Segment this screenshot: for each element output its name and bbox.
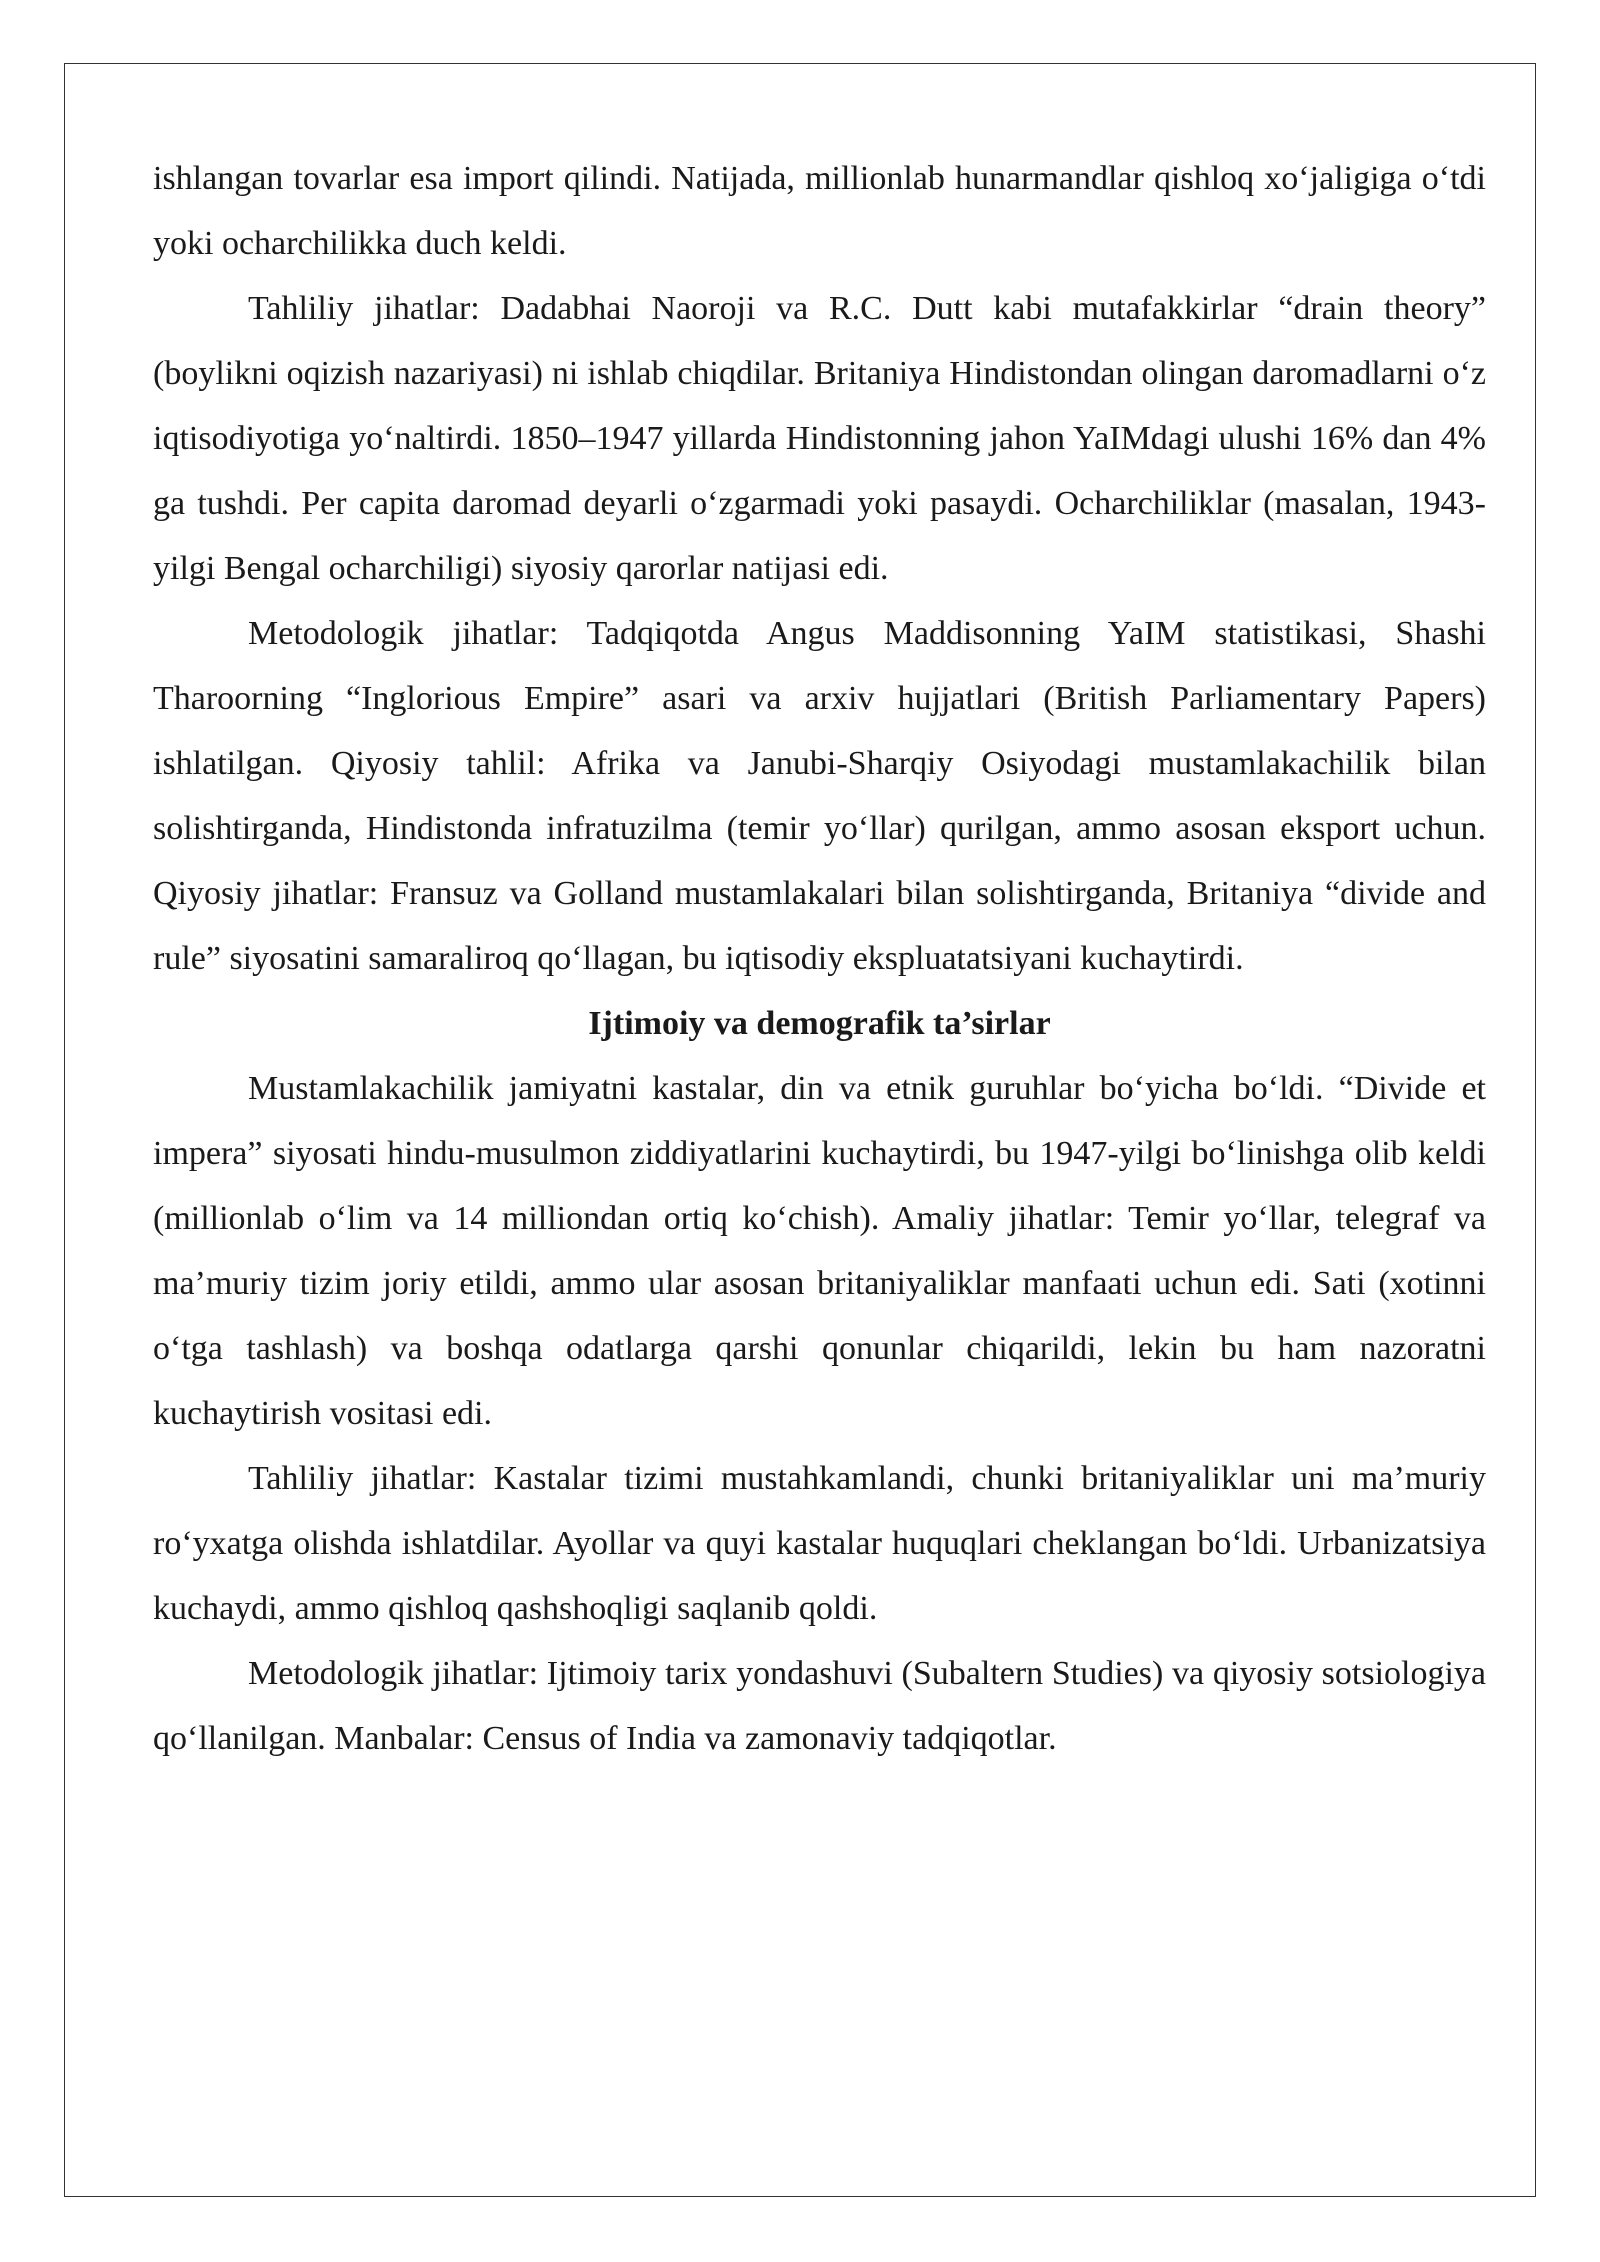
paragraph-methodological-aspects: Metodologik jihatlar: Tadqiqotda Angus Maddisonning YaIM statistikasi, Shashi Tharoorning “Inglorious Empire” asari va arxiv hujjatlari (British Parliamentary Papers) ishlatilgan. Qiyosiy tahlil: Afrika va Janubi-Sharqiy Osiyodagi mustamlakachilik bilan solishtirganda, Hindistonda infratuzilma (temir yo‘llar) qurilgan, ammo asosan eksport uchun. Qiyosiy jihatlar: Fransuz va Golland mustamlakalari bilan solishtirganda, Britaniya “divide and rule” siyosatini samaraliroq qo‘llagan, bu iqtisodiy ekspluatatsiyani kuchaytirdi. bbox=[153, 615, 1486, 977]
document-body bbox=[153, 146, 1486, 1771]
paragraph-social-analytical: Tahliliy jihatlar: Kastalar tizimi mustahkamlandi, chunki britaniyaliklar uni ma’muriy ro‘yxatga olishda ishlatdilar. Ayollar va quyi kastalar huquqlari cheklangan bo‘ldi. Urbanizatsiya kuchaydi, ammo qishloq qashshoqligi saqlanib qoldi. bbox=[153, 1460, 1486, 1627]
paragraph-continuation: ishlangan tovarlar esa import qilindi. Natijada, millionlab hunarmandlar qishloq xo‘jaligiga o‘tdi yoki ocharchilikka duch keldi. bbox=[153, 160, 1486, 262]
paragraph-analytical-aspects: Tahliliy jihatlar: Dadabhai Naoroji va R.C. Dutt kabi mutafakkirlar “drain theory” (boylikni oqizish nazariyasi) ni ishlab chiqdilar. Britaniya Hindistondan olingan daromadlarni o‘z iqtisodiyotiga yo‘naltirdi. 1850–1947 yillarda Hindistonning jahon YaIMdagi ulushi 16% dan 4% ga tushdi. Per capita daromad deyarli o‘zgarmadi yoki pasaydi. Ocharchiliklar (masalan, 1943-yilgi Bengal ocharchiligi) siyosiy qarorlar natijasi edi. bbox=[153, 290, 1486, 587]
paragraph-social-methodological: Metodologik jihatlar: Ijtimoiy tarix yondashuvi (Subaltern Studies) va qiyosiy sotsiologiya qo‘llanilgan. Manbalar: Census of India va zamonaviy tadqiqotlar. bbox=[153, 1655, 1486, 1757]
section-heading: Ijtimoiy va demografik ta’sirlar bbox=[588, 1005, 1051, 1042]
paragraph-social-impact: Mustamlakachilik jamiyatni kastalar, din va etnik guruhlar bo‘yicha bo‘ldi. “Divide et impera” siyosati hindu-musulmon ziddiyatlarini kuchaytirdi, bu 1947-yilgi bo‘linishga olib keldi (millionlab o‘lim va 14 milliondan ortiq ko‘chish). Amaliy jihatlar: Temir yo‘llar, telegraf va ma’muriy tizim joriy etildi, ammo ular asosan britaniyaliklar manfaati uchun edi. Sati (xotinni o‘tga tashlash) va boshqa odatlarga qarshi qonunlar chiqarildi, lekin bu ham nazoratni kuchaytirish vositasi edi. bbox=[153, 1070, 1486, 1432]
